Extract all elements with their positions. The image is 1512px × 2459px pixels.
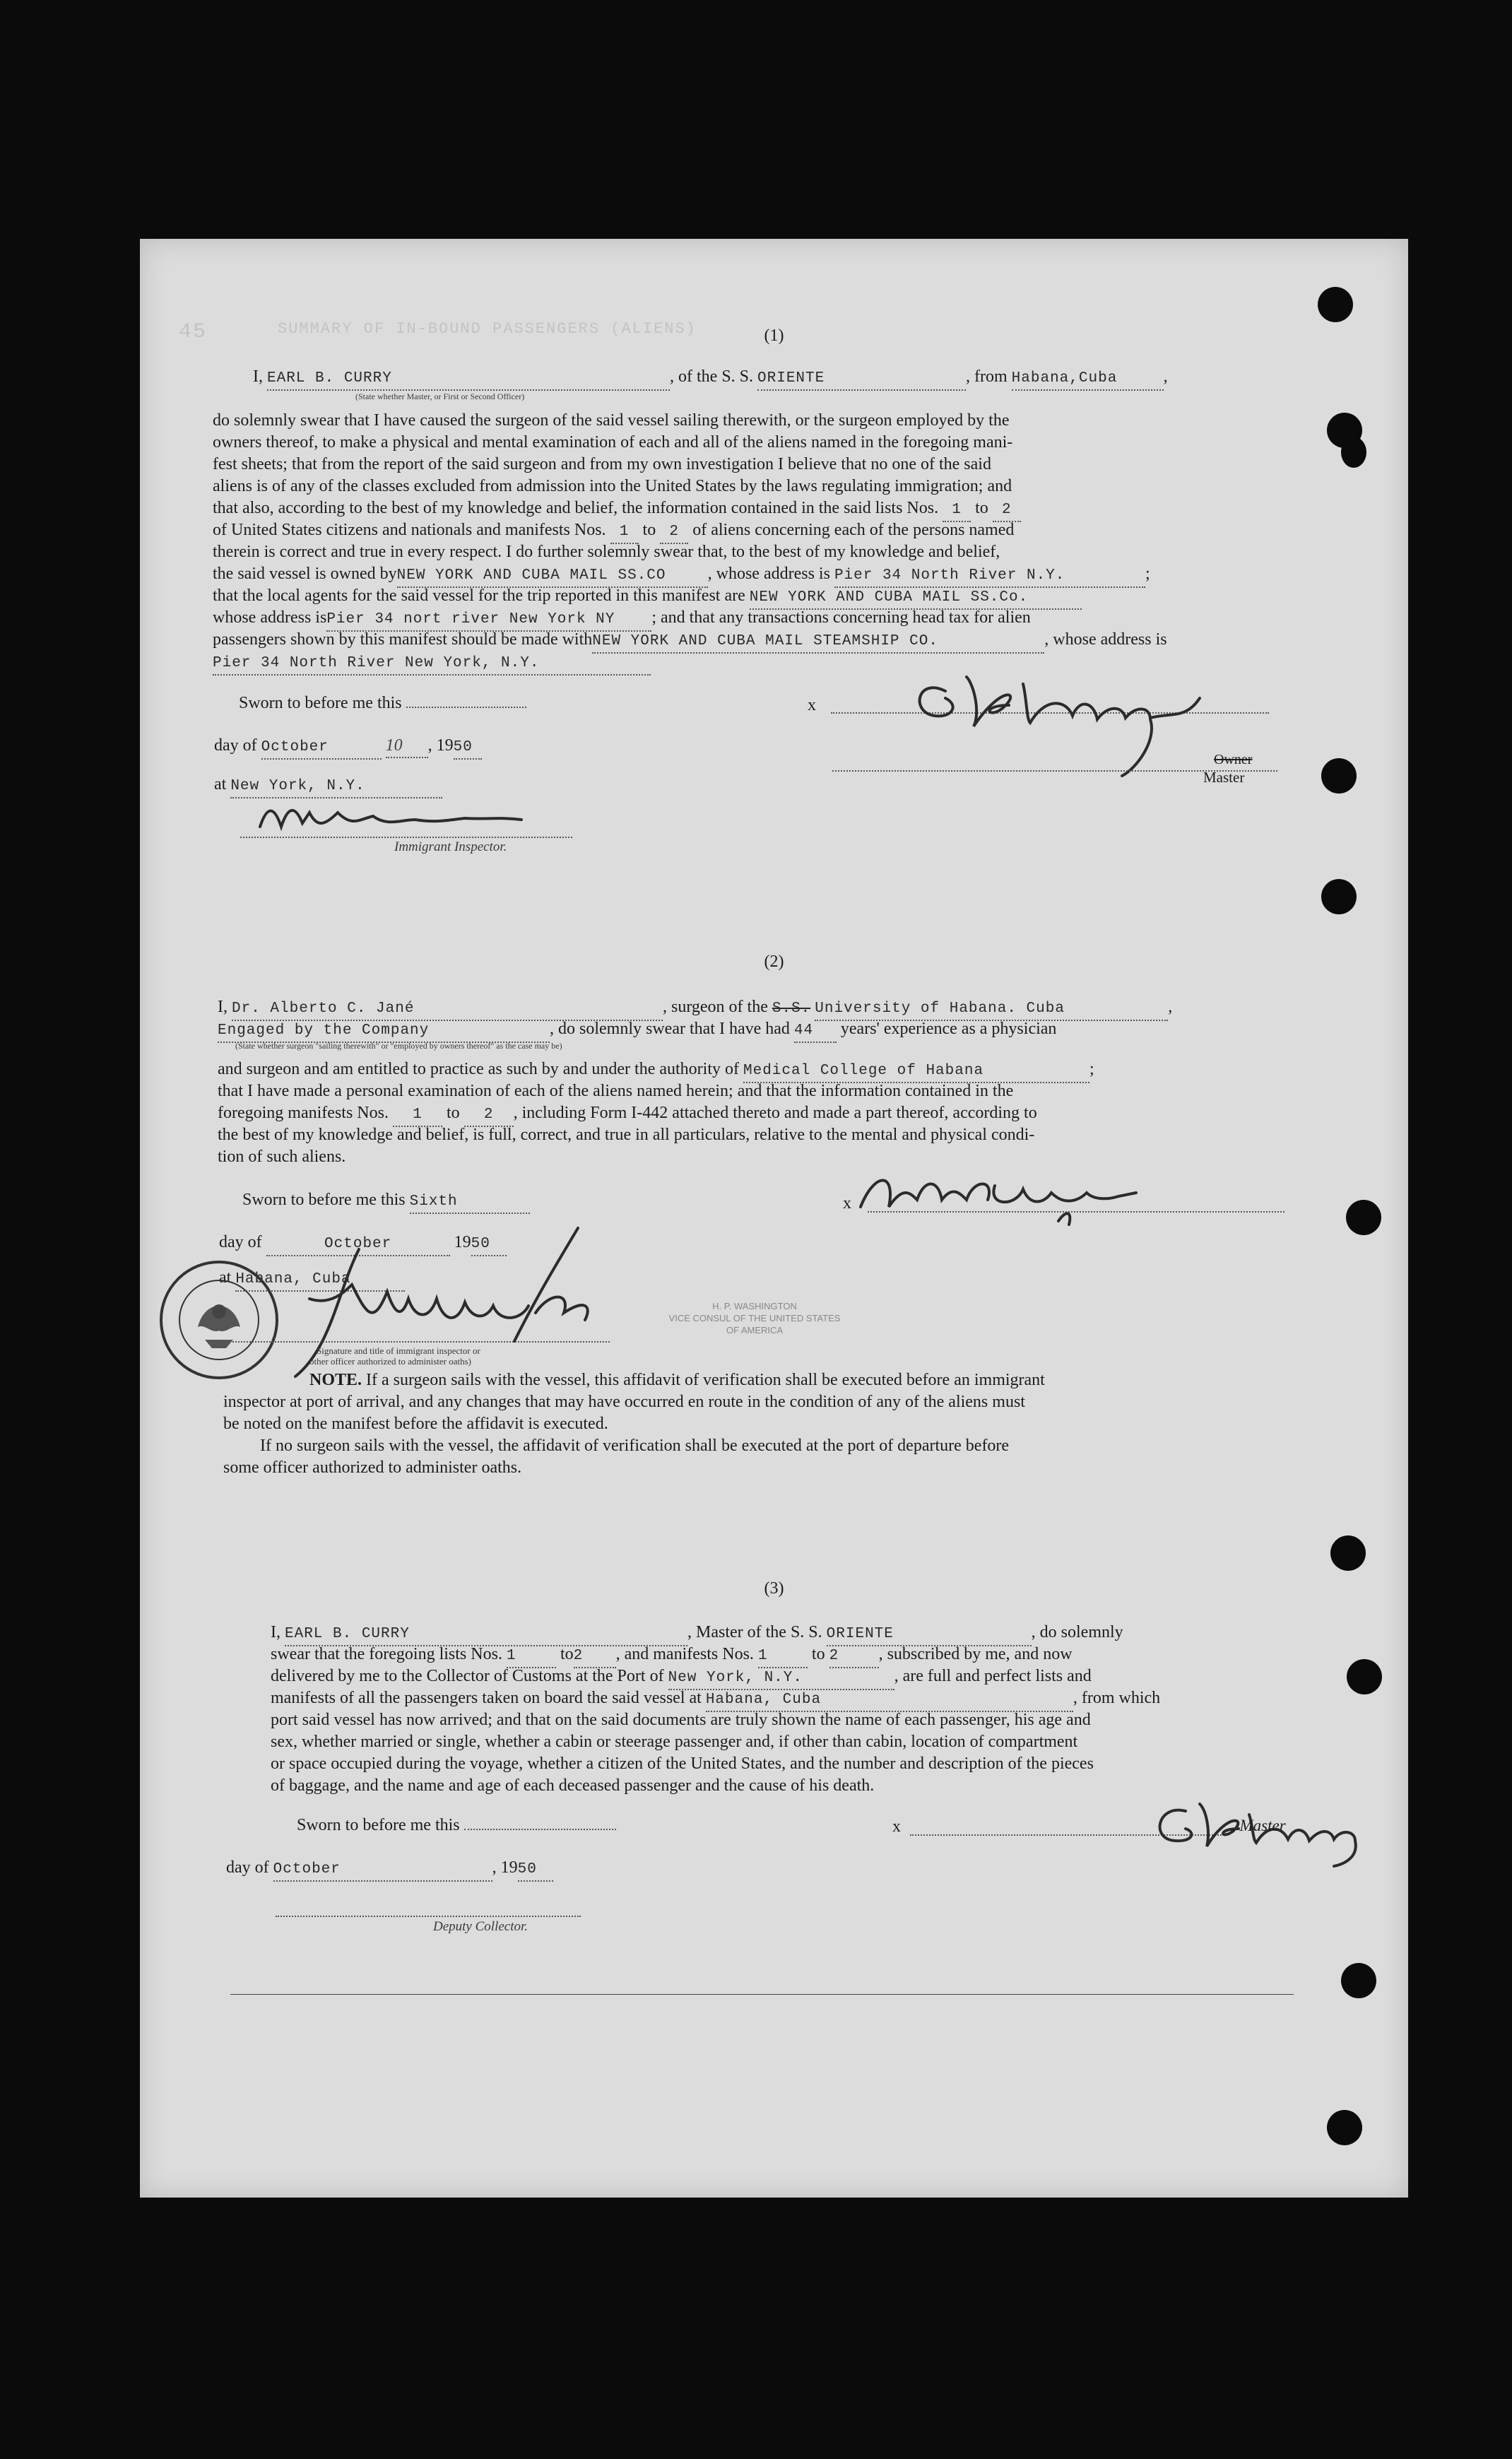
i-label: I,: [253, 367, 263, 386]
collector-line-1: I, EARL B. CURRY , Master of the S. S. ORIENTE , do solemnly: [271, 1622, 1123, 1646]
section-1-line-1: I, EARL B. CURRY , of the S. S. ORIENTE , from Habana,Cuba ,: [253, 366, 1168, 391]
sworn-day-field-3: [464, 1829, 616, 1830]
manifest-from-field-2: 1: [393, 1104, 442, 1127]
surgeon-line-3: and surgeon and am entitled to practice as such by and under the authority of Medical College of Habana ;: [218, 1059, 1094, 1083]
surgeon-line-4: that I have made a personal examination of each of the aliens named herein; and that the information contained in the: [218, 1082, 1014, 1100]
manifests-to-field: 2: [660, 521, 688, 544]
struck-owner-word: Owner: [1214, 752, 1253, 767]
at-line-1: at New York, N.Y.: [214, 774, 442, 798]
collector-line-4: manifests of all the passengers taken on board the said vessel at Habana, Cuba , from which: [271, 1687, 1160, 1712]
surgeon-line-1: I, Dr. Alberto C. Jané , surgeon of the S.S. University of Habana. Cuba ,: [218, 996, 1172, 1021]
binder-hole-9: [1327, 2110, 1362, 2145]
surgeon-org-field: University of Habana. Cuba: [815, 998, 1168, 1021]
head-tax-party-field: NEW YORK AND CUBA MAIL STEAMSHIP CO.: [592, 630, 1044, 654]
collector-line-3: delivered by me to the Collector of Customs at the Port of New York, N.Y. , are full and perfect lists and: [271, 1665, 1092, 1690]
binder-hole-6: [1330, 1535, 1366, 1571]
master-name-field: EARL B. CURRY: [267, 367, 670, 391]
master-label-1: Master: [1203, 769, 1245, 786]
sworn-day-field-2: Sixth: [410, 1191, 530, 1214]
section-2-number: (2): [764, 953, 784, 971]
inspector-title: Immigrant Inspector.: [394, 839, 507, 854]
master-x-mark-3: x: [892, 1817, 901, 1836]
note-line-2: inspector at port of arrival, and any changes that may have occurred en route in the condition of any of the aliens must: [223, 1393, 1025, 1411]
oath-line-2: owners thereof, to make a physical and mental examination of each and all of the aliens named in the foregoing mani-: [213, 433, 1013, 452]
lists-from-field: 1: [943, 499, 971, 522]
collector-line-8: of baggage, and the name and age of each deceased passenger and the cause of his death.: [271, 1776, 875, 1795]
rank-note: (State whether Master, or First or Second Officer): [355, 391, 525, 401]
departure-port-field: Habana,Cuba: [1012, 367, 1164, 391]
of-ss-label: , of the S. S.: [670, 367, 754, 386]
day-line-3: day of October , 1950: [226, 1857, 553, 1882]
from-label: , from: [966, 367, 1008, 386]
master-label-3: , Master: [1232, 1817, 1286, 1834]
lists-from-field-3: 1: [507, 1645, 556, 1668]
owner-field: NEW YORK AND CUBA MAIL SS.CO: [397, 565, 708, 588]
collector-line-7: or space occupied during the voyage, whether a citizen of the United States, and the number and description of the pieces: [271, 1755, 1094, 1773]
bleed-through-header: SUMMARY OF IN-BOUND PASSENGERS (ALIENS): [278, 320, 697, 338]
binder-hole-7: [1347, 1659, 1382, 1694]
engaged-field: Engaged by the Company: [218, 1020, 550, 1043]
master-name-field-3: EARL B. CURRY: [285, 1623, 687, 1646]
surgeon-line-6: the best of my knowledge and belief, is full, correct, and true in all particulars, relative to the mental and physical condi-: [218, 1126, 1035, 1144]
day-line-1: day of October 10 , 1950: [214, 735, 482, 760]
binder-hole-4: [1321, 879, 1357, 914]
oath-line-3: fest sheets; that from the report of the said surgeon and from my own investigation I believe that no one of the said: [213, 455, 991, 473]
month-field-1: October: [261, 736, 382, 760]
footer-rule: [230, 1994, 1294, 1995]
collector-line-2: swear that the foregoing lists Nos. 1 to2 , and manifests Nos. 1 to 2 , subscribed by me, and now: [271, 1644, 1073, 1668]
vice-consul-stamp: H. P. WASHINGTON VICE CONSUL OF THE UNITED STATES OF AMERICA: [668, 1301, 841, 1335]
lists-to-field-3: 2: [574, 1645, 616, 1668]
manifests-from-field: 1: [610, 521, 639, 544]
oath-line-12: [213, 651, 651, 676]
manifest-to-field-2: 2: [464, 1104, 514, 1127]
from-place-field-3: Habana, Cuba: [706, 1689, 1073, 1712]
master-x-mark-1: x: [808, 696, 816, 714]
bleed-through-number: 45: [179, 320, 208, 344]
surgeon-name-field: Dr. Alberto C. Jané: [232, 998, 663, 1021]
port-field-3: New York, N.Y.: [668, 1667, 894, 1690]
lists-to-field: 2: [993, 499, 1021, 522]
oath-line-6: of United States citizens and nationals and manifests Nos. 1 to 2 of aliens concerning each of the persons named: [213, 519, 1014, 544]
binder-hole-8: [1341, 1963, 1376, 1998]
oath-line-11: passengers shown by this manifest should be made withNEW YORK AND CUBA MAIL STEAMSHIP CO. , whose address is: [213, 629, 1167, 654]
inspector-line: [240, 837, 572, 838]
surgeon-signature: [854, 1157, 1150, 1228]
binder-hole-3: [1321, 758, 1357, 794]
manifest-affidavit-page: [140, 239, 1408, 2198]
agents-address-field: Pier 34 nort river New York NY: [326, 608, 651, 632]
sworn-line-3: Sworn to before me this: [297, 1815, 616, 1836]
deputy-collector-line: [276, 1916, 581, 1917]
oath-line-4: aliens is of any of the classes excluded from admission into the United States by the laws regulating immigration; and: [213, 477, 1012, 495]
head-tax-address-field: Pier 34 North River New York, N.Y.: [213, 652, 651, 676]
day-line-2: day of October 1950: [219, 1232, 507, 1256]
day-field-1: 10: [386, 735, 428, 758]
collector-line-6: sex, whether married or single, whether a cabin or steerage passenger and, if other than cabin, location of compartment: [271, 1733, 1078, 1751]
binder-hole-1: [1318, 287, 1353, 322]
year-field-3: 50: [518, 1858, 553, 1882]
note-line-3: be noted on the manifest before the affidavit is executed.: [223, 1415, 608, 1433]
vessel-name-field: ORIENTE: [757, 367, 966, 391]
oath-line-10: whose address isPier 34 nort river New York NY ; and that any transactions concerning head tax for alien: [213, 607, 1031, 632]
note-line-1: NOTE. If a surgeon sails with the vessel, this affidavit of verification shall be executed before an immigrant: [309, 1371, 1045, 1389]
oath-line-7: therein is correct and true in every respect. I do further solemnly swear that, to the best of my knowledge and belief,: [213, 543, 1000, 561]
at-line-2: at Habana, Cuba: [219, 1267, 405, 1292]
vice-consul-line: [221, 1341, 610, 1343]
note-line-4: If no surgeon sails with the vessel, the affidavit of verification shall be executed at the port of departure before: [260, 1437, 1010, 1455]
oath-line-1: do solemnly swear that I have caused the surgeon of the said vessel sailing therewith, or the surgeon employed by the: [213, 411, 1010, 430]
sworn-day-field: [406, 707, 526, 708]
surgeon-line-5: foregoing manifests Nos. 1 to 2 , including Form I-442 attached thereto and made a part thereof, according to: [218, 1102, 1037, 1127]
oath-line-9: that the local agents for the said vessel for the trip reported in this manifest are NEW YORK AND CUBA MAIL SS.Co.: [213, 585, 1082, 610]
agents-field: NEW YORK AND CUBA MAIL SS.Co.: [750, 586, 1082, 610]
place-field-2: Habana, Cuba: [235, 1268, 405, 1292]
section-1-number: (1): [764, 326, 784, 345]
years-field: 44: [794, 1020, 837, 1043]
struck-ss: S.S.: [772, 1001, 811, 1017]
sworn-line-2: Sworn to before me this Sixth: [242, 1189, 530, 1214]
sig-note-2: other officer authorized to administer oaths): [309, 1356, 471, 1367]
month-field-2: October: [266, 1233, 450, 1256]
year-field-2: 50: [471, 1233, 507, 1256]
manifests-to-field-3: 2: [829, 1645, 879, 1668]
surgeon-x-mark: x: [843, 1194, 851, 1213]
vessel-field-3: ORIENTE: [827, 1623, 1032, 1646]
note-line-5: some officer authorized to administer oaths.: [223, 1458, 522, 1477]
sig-note-1: Signature and title of immigrant inspector or: [317, 1345, 480, 1356]
surgeon-line-7: tion of such aliens.: [218, 1148, 346, 1166]
binder-hole-2b: [1341, 437, 1366, 468]
year-field-1: 50: [454, 736, 482, 760]
deputy-collector-title: Deputy Collector.: [433, 1919, 528, 1934]
month-field-3: October: [273, 1858, 492, 1882]
inspector-signature: [253, 798, 536, 841]
oath-line-8: the said vessel is owned byNEW YORK AND CUBA MAIL SS.CO , whose address is Pier 34 North River N.Y. ;: [213, 563, 1150, 588]
surgeon-line-2: Engaged by the Company , do solemnly swear that I have had 44 years' experience as a physician: [218, 1018, 1056, 1043]
binder-hole-5: [1346, 1200, 1381, 1235]
owner-address-field: Pier 34 North River N.Y.: [834, 565, 1145, 588]
authority-field: Medical College of Habana: [743, 1060, 1089, 1083]
engaged-note: (State whether surgeon "sailing therewith" or "employed by owners thereof" as the case may be): [235, 1041, 562, 1051]
place-field-1: New York, N.Y.: [230, 775, 442, 798]
section-3-number: (3): [764, 1579, 784, 1598]
oath-line-5: that also, according to the best of my knowledge and belief, the information contained in the said lists Nos. 1 to 2: [213, 497, 1021, 522]
sworn-line-1: Sworn to before me this: [239, 692, 526, 714]
surgeon-signature-line: [868, 1211, 1284, 1213]
collector-line-5: port said vessel has now arrived; and that on the said documents are truly shown the name of each passenger, his age and: [271, 1711, 1091, 1729]
manifests-from-field-3: 1: [758, 1645, 808, 1668]
